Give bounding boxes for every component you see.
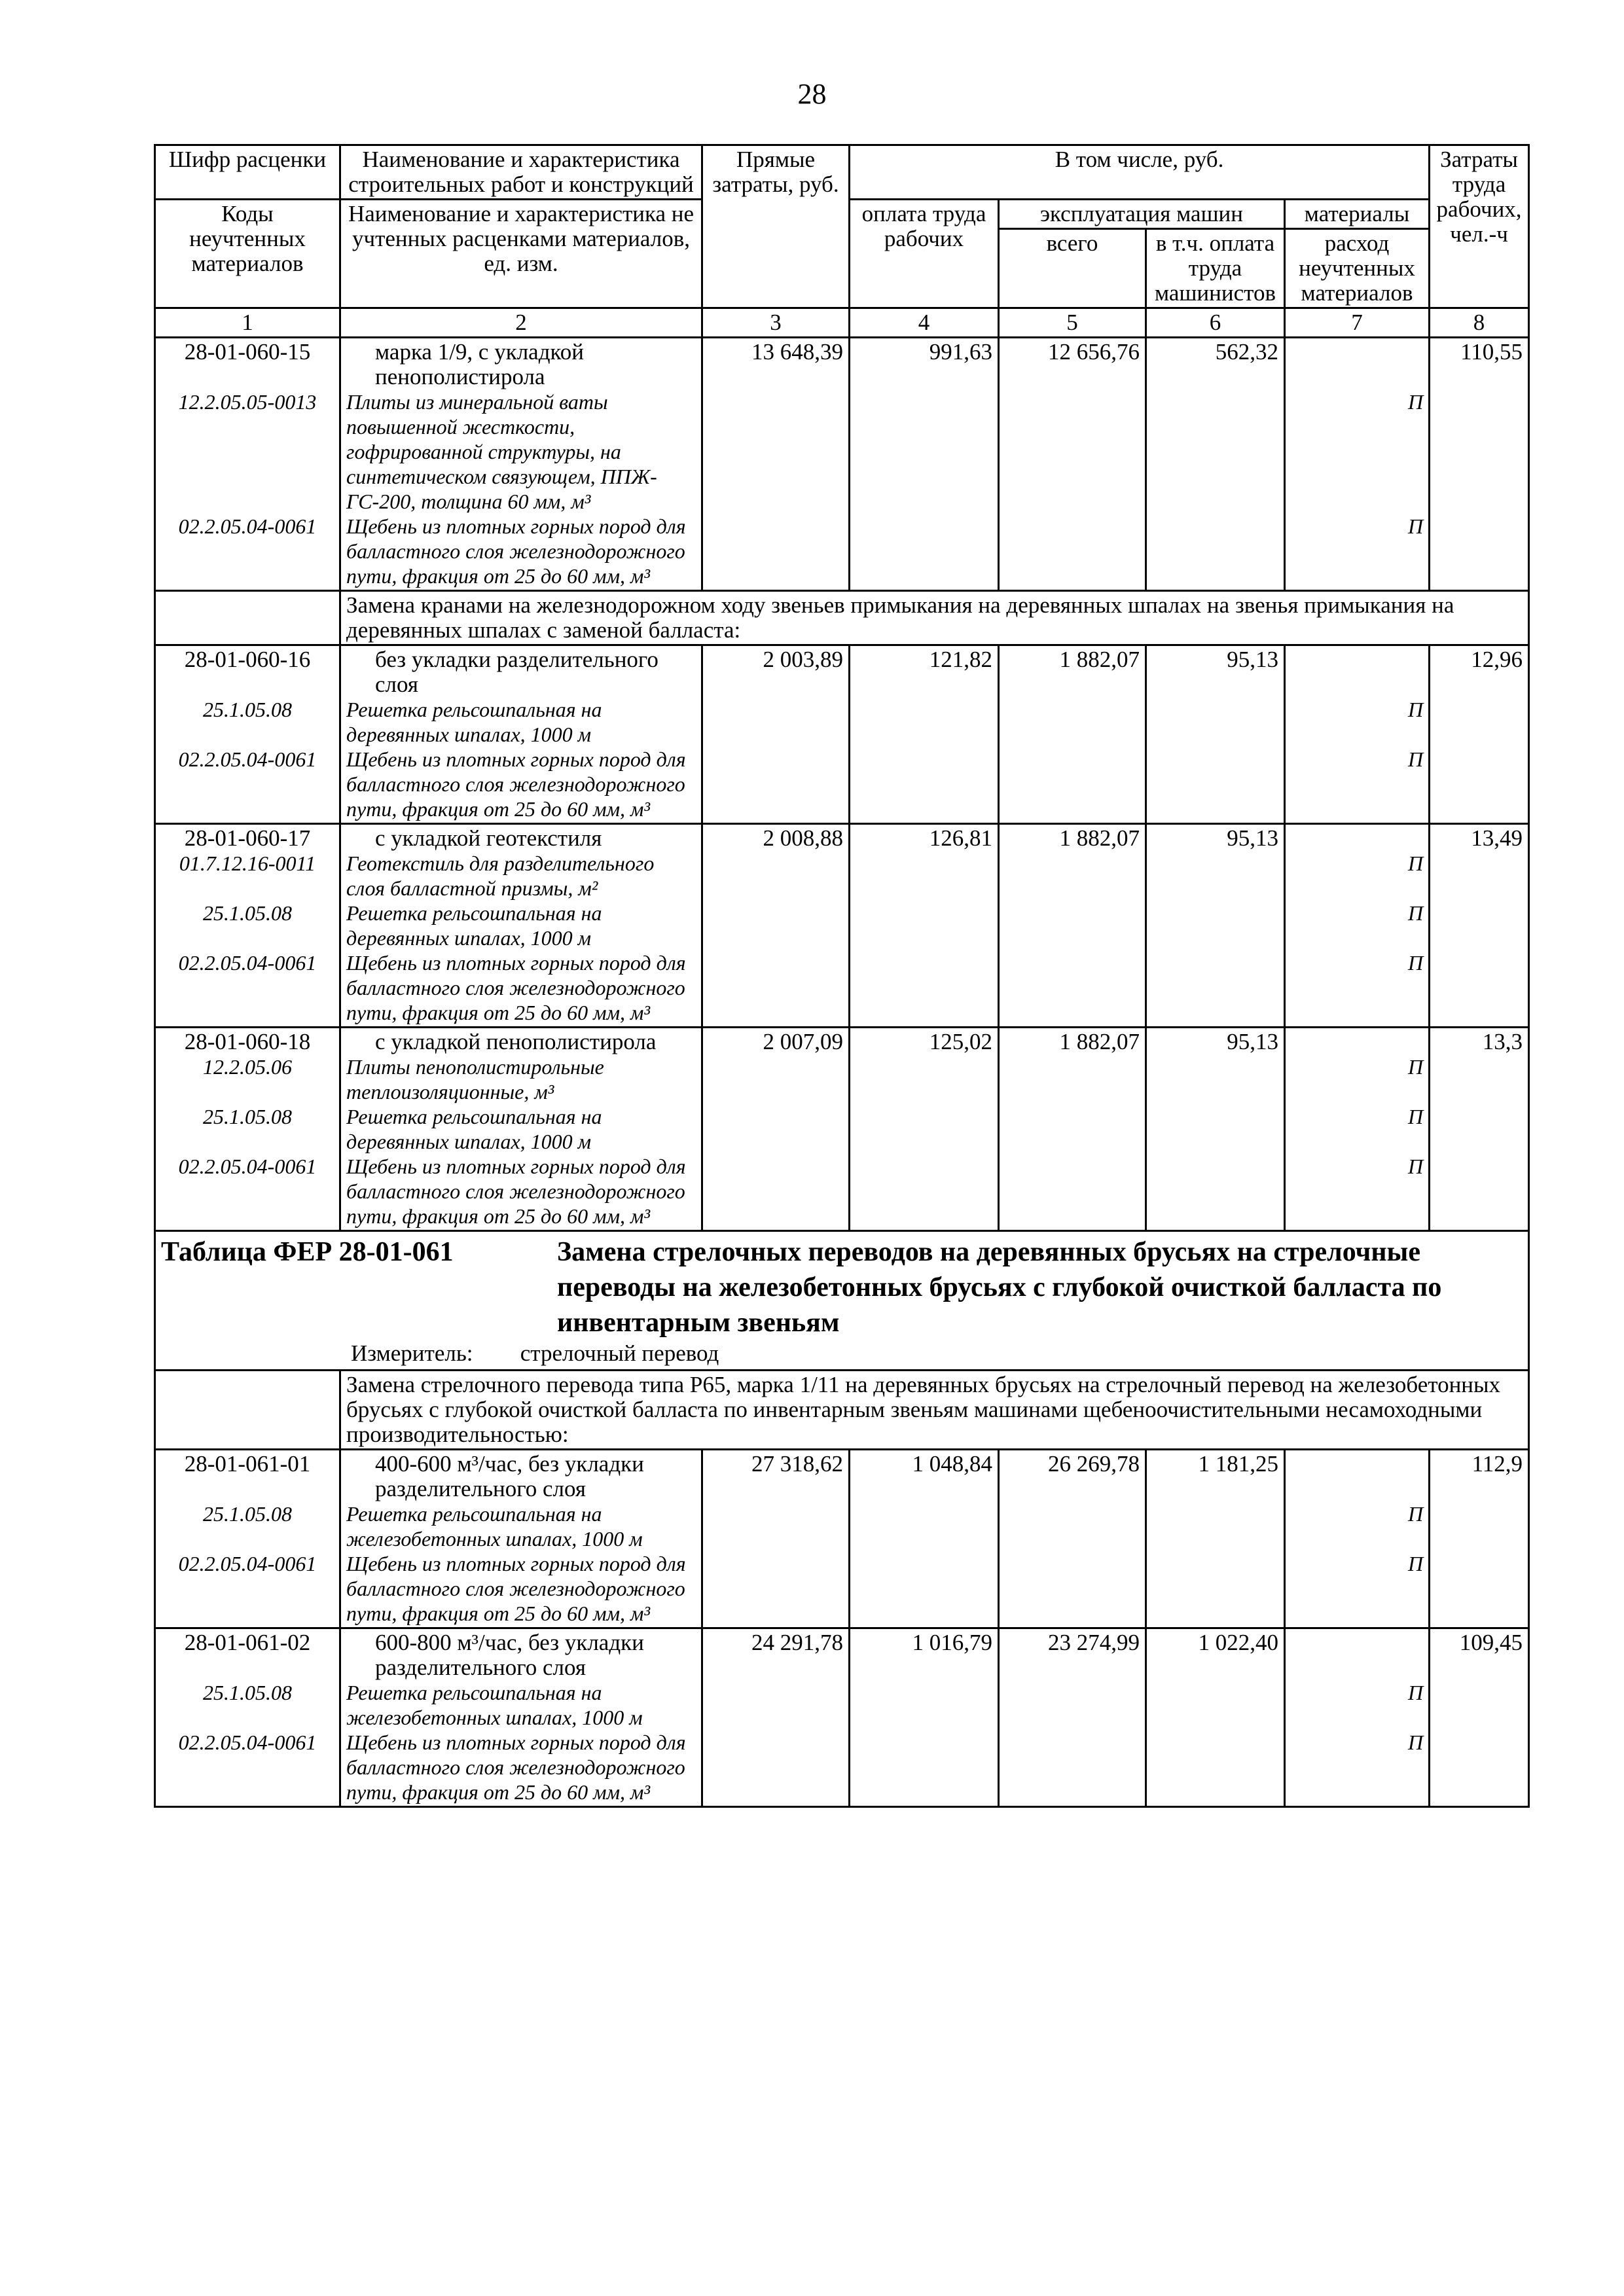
labor-hours: 13,49 <box>1430 824 1529 1028</box>
header-machine-operation: эксплуатация машин <box>999 200 1285 229</box>
labor-hours: 112,9 <box>1430 1450 1529 1628</box>
material-name: Щебень из плотных горных пород для балластного слоя железнодорожного пути, фракция от 25 до 60 мм, м³ <box>346 951 686 1024</box>
rate-code: 28-01-060-17 <box>184 825 311 851</box>
rate-code: 28-01-060-15 <box>184 339 311 365</box>
worker-pay: 1 048,84 <box>850 1450 999 1628</box>
material-name: Решетка рельсошпальная на деревянных шпалах, 1000 м <box>346 901 602 950</box>
operators-pay: 1 181,25 <box>1146 1450 1285 1628</box>
machines-total: 26 269,78 <box>999 1450 1146 1628</box>
material-mark: П <box>1407 390 1424 414</box>
header-direct-costs: Прямые затраты, руб. <box>702 145 850 308</box>
labor-hours: 109,45 <box>1430 1628 1529 1807</box>
rate-code: 28-01-061-02 <box>184 1630 311 1655</box>
rate-code: 28-01-060-18 <box>184 1029 311 1054</box>
measure-value: стрелочный перевод <box>520 1340 719 1366</box>
material-code: 02.2.05.04-0061 <box>178 951 317 975</box>
direct-costs: 2 007,09 <box>702 1028 850 1231</box>
rate-name: 400-600 м³/час, без укладки разделительного слоя <box>375 1451 644 1501</box>
header-material-codes: Коды неучтенных материалов <box>155 200 340 308</box>
material-name: Решетка рельсошпальная на железобетонных шпалах, 1000 м <box>346 1681 643 1729</box>
col-num-8: 8 <box>1430 308 1529 338</box>
col-num-5: 5 <box>999 308 1146 338</box>
direct-costs: 2 003,89 <box>702 645 850 824</box>
table-title-row <box>155 1231 1529 1371</box>
rate-name: с укладкой пенополистирола <box>375 1029 657 1054</box>
col-num-3: 3 <box>702 308 850 338</box>
rate-row <box>155 338 1529 591</box>
machines-total: 1 882,07 <box>999 1028 1146 1231</box>
rate-name: с укладкой геотекстиля <box>375 825 602 851</box>
material-name: Решетка рельсошпальная на деревянных шпалах, 1000 м <box>346 698 602 746</box>
operators-pay: 95,13 <box>1146 1028 1285 1231</box>
material-code: 25.1.05.08 <box>203 901 292 925</box>
machines-total: 1 882,07 <box>999 824 1146 1028</box>
machines-total: 1 882,07 <box>999 645 1146 824</box>
operators-pay: 95,13 <box>1146 645 1285 824</box>
material-code: 25.1.05.08 <box>203 1105 292 1128</box>
rate-row <box>155 824 1529 1028</box>
material-mark: П <box>1407 1105 1424 1128</box>
header-machines-total: всего <box>999 229 1146 308</box>
column-numbers-row <box>155 308 1529 338</box>
material-mark: П <box>1407 1055 1424 1079</box>
material-code: 12.2.05.06 <box>203 1055 292 1079</box>
page-number: 28 <box>797 78 827 110</box>
material-name: Решетка рельсошпальная на деревянных шпалах, 1000 м <box>346 1105 602 1153</box>
col-num-7: 7 <box>1285 308 1430 338</box>
operators-pay: 95,13 <box>1146 824 1285 1028</box>
material-mark: П <box>1407 852 1424 875</box>
header-labor-hours: Затраты труда рабочих, чел.-ч <box>1430 145 1529 308</box>
material-code: 25.1.05.08 <box>203 698 292 721</box>
material-mark: П <box>1407 1502 1424 1526</box>
material-mark: П <box>1407 1552 1424 1575</box>
material-code: 25.1.05.08 <box>203 1681 292 1704</box>
operators-pay: 562,32 <box>1146 338 1285 591</box>
material-code: 02.2.05.04-0061 <box>178 747 317 771</box>
header-row-1 <box>155 145 1529 200</box>
rate-row <box>155 1450 1529 1628</box>
material-mark: П <box>1407 698 1424 721</box>
rate-name: 600-800 м³/час, без укладки разделительного слоя <box>375 1630 644 1680</box>
material-name: Щебень из плотных горных пород для балластного слоя железнодорожного пути, фракция от 25 до 60 мм, м³ <box>346 1731 686 1804</box>
rate-row <box>155 1028 1529 1231</box>
header-rate-code: Шифр расценки <box>155 145 340 200</box>
rate-code: 28-01-061-01 <box>184 1451 311 1477</box>
worker-pay: 126,81 <box>850 824 999 1028</box>
header-materials: материалы <box>1285 200 1430 229</box>
material-code: 01.7.12.16-0011 <box>179 852 316 875</box>
header-operators-pay: в т.ч. оплата труда машинистов <box>1146 229 1285 308</box>
machines-total: 23 274,99 <box>999 1628 1146 1807</box>
rate-code: 28-01-060-16 <box>184 647 311 672</box>
header-worker-pay: оплата труда рабочих <box>850 200 999 308</box>
rate-row <box>155 645 1529 824</box>
material-name: Геотекстиль для разделительного слоя балластной призмы, м² <box>346 852 655 900</box>
col-num-2: 2 <box>340 308 702 338</box>
material-name: Плиты из минеральной ваты повышенной жесткости, гофрированной структуры, на синтетическом связующем, ППЖ-ГС-200, толщина 60 мм, м³ <box>346 390 657 513</box>
material-mark: П <box>1407 1155 1424 1178</box>
material-mark: П <box>1407 747 1424 771</box>
col-num-6: 6 <box>1146 308 1285 338</box>
operators-pay: 1 022,40 <box>1146 1628 1285 1807</box>
labor-hours: 110,55 <box>1430 338 1529 591</box>
measure-label: Измеритель: <box>351 1340 473 1366</box>
material-code: 02.2.05.04-0061 <box>178 1731 317 1754</box>
direct-costs: 24 291,78 <box>702 1628 850 1807</box>
section-description: Замена кранами на железнодорожном ходу звеньев примыкания на деревянных шпалах на звенья примыкания на деревянных шпалах с заменой балласта: <box>340 591 1529 645</box>
header-material-names: Наименование и характеристика не учтенных расценками материалов, ед. изм. <box>340 200 702 308</box>
section-row <box>155 591 1529 645</box>
direct-costs: 2 008,88 <box>702 824 850 1028</box>
worker-pay: 121,82 <box>850 645 999 824</box>
worker-pay: 125,02 <box>850 1028 999 1231</box>
section-row <box>155 1371 1529 1450</box>
material-mark: П <box>1407 1681 1424 1704</box>
rate-row <box>155 1628 1529 1807</box>
rate-name: марка 1/9, с укладкой пенополистирола <box>375 339 584 389</box>
header-unaccounted-materials: расход неучтенных материалов <box>1285 229 1430 308</box>
material-name: Решетка рельсошпальная на железобетонных шпалах, 1000 м <box>346 1502 643 1551</box>
labor-hours: 13,3 <box>1430 1028 1529 1231</box>
table-title: Замена стрелочных переводов на деревянных брусьях на стрелочные переводы на железобетонных брусьях с глубокой очисткой балласта по инвентарным звеньям <box>557 1237 1442 1338</box>
col-num-1: 1 <box>155 308 340 338</box>
material-code: 02.2.05.04-0061 <box>178 1155 317 1178</box>
labor-hours: 12,96 <box>1430 645 1529 824</box>
header-including: В том числе, руб. <box>850 145 1430 200</box>
material-mark: П <box>1407 951 1424 975</box>
worker-pay: 991,63 <box>850 338 999 591</box>
section-description: Замена стрелочного перевода типа Р65, марка 1/11 на деревянных брусьях на стрелочный перевод на железобетонных брусьях с глубокой очисткой балласта по инвентарным звеньям машинами щебеноочистительными несамоходными производительностью: <box>340 1371 1529 1450</box>
direct-costs: 13 648,39 <box>702 338 850 591</box>
machines-total: 12 656,76 <box>999 338 1146 591</box>
material-mark: П <box>1407 901 1424 925</box>
material-name: Плиты пенополистирольные теплоизоляционные, м³ <box>346 1055 604 1103</box>
rates-table <box>154 144 1530 1808</box>
material-name: Щебень из плотных горных пород для балластного слоя железнодорожного пути, фракция от 25 до 60 мм, м³ <box>346 747 686 821</box>
material-code: 02.2.05.04-0061 <box>178 514 317 538</box>
material-name: Щебень из плотных горных пород для балластного слоя железнодорожного пути, фракция от 25 до 60 мм, м³ <box>346 1552 686 1625</box>
rate-name: без укладки разделительного слоя <box>375 647 659 697</box>
material-name: Щебень из плотных горных пород для балластного слоя железнодорожного пути, фракция от 25 до 60 мм, м³ <box>346 1155 686 1228</box>
material-code: 12.2.05.05-0013 <box>178 390 317 414</box>
material-mark: П <box>1407 514 1424 538</box>
material-name: Щебень из плотных горных пород для балластного слоя железнодорожного пути, фракция от 25 до 60 мм, м³ <box>346 514 686 588</box>
col-num-4: 4 <box>850 308 999 338</box>
header-work-name: Наименование и характеристика строительных работ и конструкций <box>340 145 702 200</box>
worker-pay: 1 016,79 <box>850 1628 999 1807</box>
material-mark: П <box>1407 1731 1424 1754</box>
material-code: 25.1.05.08 <box>203 1502 292 1526</box>
table-label: Таблица ФЕР 28-01-061 <box>161 1237 454 1267</box>
direct-costs: 27 318,62 <box>702 1450 850 1628</box>
material-code: 02.2.05.04-0061 <box>178 1552 317 1575</box>
